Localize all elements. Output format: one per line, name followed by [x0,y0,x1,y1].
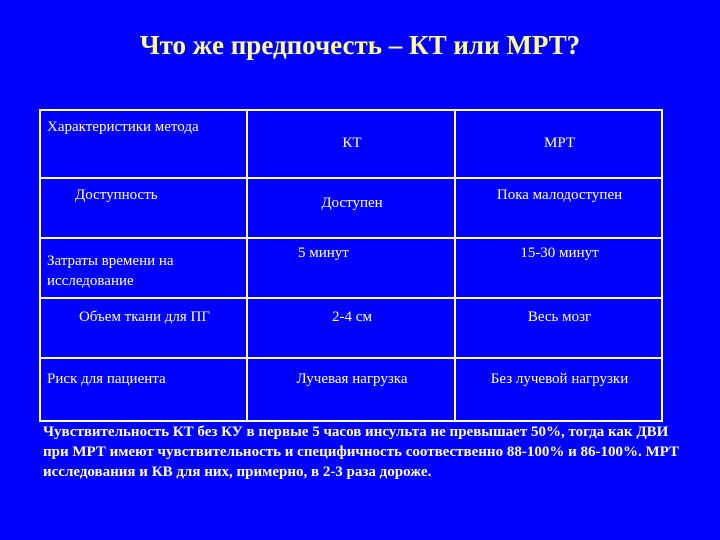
table-header-row [40,110,662,178]
header-characteristic-label: Характеристики метода [47,119,199,135]
risk-label: Риск для пациента [47,371,166,387]
table-row [40,298,662,358]
risk-ct-value: Лучевая нагрузка [296,371,408,387]
row-risk-characteristic [40,358,247,421]
volume-mri-value: Весь мозг [527,309,592,325]
availability-ct-value: Доступен [321,195,383,211]
header-mri-cell [455,110,662,178]
availability-label: Доступность [75,187,158,203]
table-row [40,238,662,298]
slide-title: Что же предпочесть – КТ или МРТ? [139,30,581,60]
table-row [40,178,662,238]
row-volume-characteristic [40,298,247,358]
row-volume-mri [455,298,662,358]
header-ct-label: КТ [342,135,362,151]
time-label: Затраты времени на исследование [47,253,174,289]
row-availability-ct [247,178,455,238]
summary-note: Чувствительность КТ без КУ в первые 5 часов инсульта не превышает 50%, тогда как ДВИ при МРТ имеют чувствительность и специфичность соотвественно 88-100% и 86-100%. МРТ исследования и КВ для них, примерно, в 2-3 раза дороже. [43,424,679,480]
row-time-mri [455,238,662,298]
row-time-characteristic [40,238,247,298]
row-time-ct [247,238,455,298]
volume-label: Объем ткани для ПГ [78,309,211,325]
header-characteristic-cell [40,110,247,178]
availability-mri-value: Пока малодоступен [496,187,623,203]
time-mri-value: 15-30 минут [520,245,599,261]
header-mri-label: МРТ [543,135,576,151]
time-ct-value: 5 минут [298,245,349,261]
row-risk-ct [247,358,455,421]
row-availability-mri [455,178,662,238]
row-availability-characteristic [40,178,247,238]
risk-mri-value: Без лучевой нагрузки [490,371,629,387]
header-ct-cell [247,110,455,178]
comparison-table [39,109,663,422]
table-row [40,358,662,421]
row-volume-ct [247,298,455,358]
volume-ct-value: 2-4 см [332,309,372,325]
row-risk-mri [455,358,662,421]
